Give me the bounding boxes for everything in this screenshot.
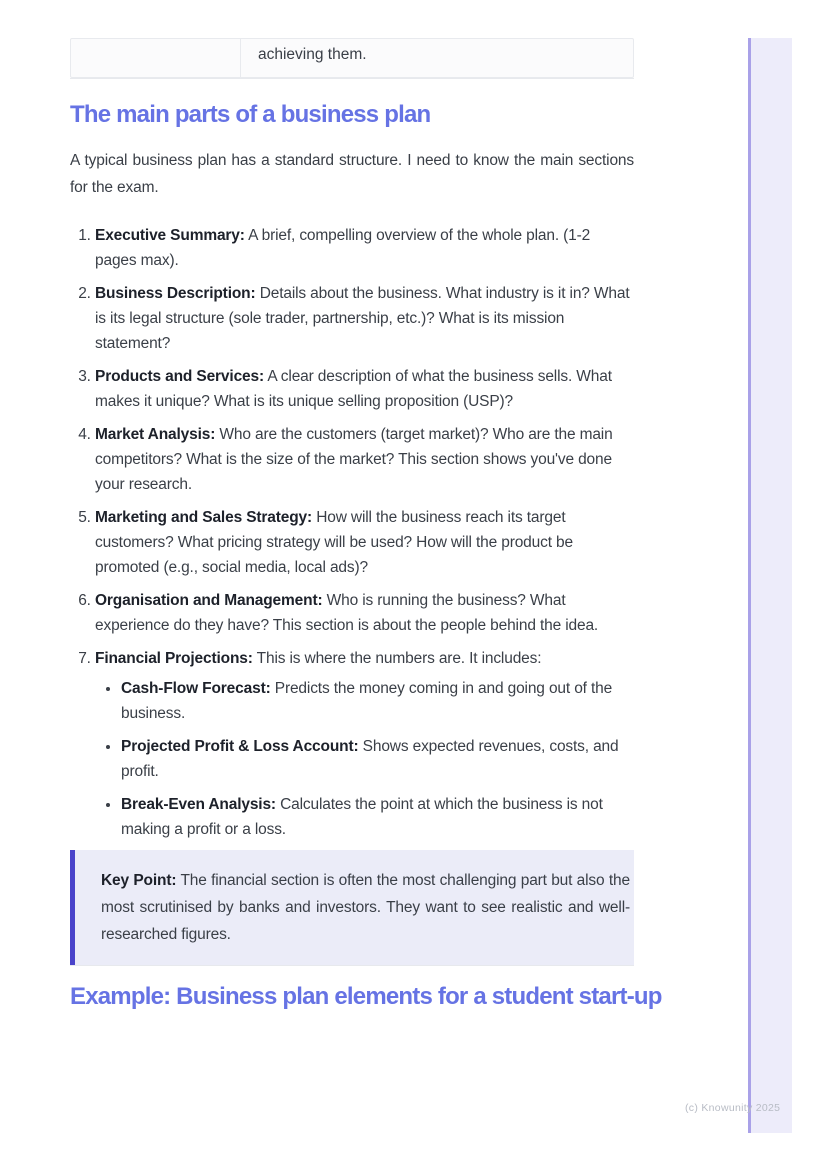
list-item-executive-summary <box>95 223 634 273</box>
sub-list-item-break-even <box>121 792 634 842</box>
list-item-marketing-sales <box>95 505 634 580</box>
list-item-label: Marketing and Sales Strategy: <box>95 509 313 526</box>
section-heading-example: Example: Business plan elements for a student start-up <box>70 983 662 1010</box>
copyright-notice: (c) Knowunity 2025 <box>685 1102 781 1114</box>
key-point-callout <box>70 850 634 965</box>
list-item-text: How will the business reach its target customers? What pricing strategy will be used? How will the product be promoted (e.g., social media, local ads)? <box>95 509 573 576</box>
list-item-label: Market Analysis: <box>95 426 216 443</box>
list-item-market-analysis <box>95 422 634 497</box>
list-item-business-description <box>95 281 634 356</box>
list-item-label: Executive Summary: <box>95 227 245 244</box>
list-item-text: Details about the business. What industry is it in? What is its legal structure (sole trader, partnership, etc.)? What is its mission statement? <box>95 285 630 352</box>
list-item-products-services <box>95 364 634 414</box>
table-cell-text: achieving them. <box>258 46 367 63</box>
list-item-text: Who is running the business? What experience do they have? This section is about the people behind the idea. <box>95 592 599 634</box>
section-divider <box>70 78 634 79</box>
list-item-organisation-management <box>95 588 634 638</box>
list-item-financial-projections <box>95 646 634 842</box>
list-item-text: This is where the numbers are. It includes: <box>256 650 542 667</box>
sub-list-item-cash-flow <box>121 676 634 726</box>
sub-list-item-label: Projected Profit & Loss Account: <box>121 738 359 755</box>
sub-list-item-text: Predicts the money coming in and going out of the business. <box>121 680 613 722</box>
list-item-label: Organisation and Management: <box>95 592 323 609</box>
list-item-text: A clear description of what the business sells. What makes it unique? What is its unique selling proposition (USP)? <box>95 368 612 410</box>
page-margin-strip <box>748 38 792 1133</box>
list-item-text: Who are the customers (target market)? Who are the main competitors? What is the size of the market? This section shows you've done your research. <box>95 426 613 493</box>
list-item-text: A brief, compelling overview of the whole plan. (1-2 pages max). <box>95 227 591 269</box>
callout-label: Key Point: <box>101 872 177 889</box>
sub-list-item-label: Break-Even Analysis: <box>121 796 276 813</box>
list-item-label: Financial Projections: <box>95 650 253 667</box>
section-divider <box>70 965 634 966</box>
table-cell-empty <box>71 39 241 77</box>
sub-list-item-text: Shows expected revenues, costs, and profit. <box>121 738 619 780</box>
intro-paragraph: A typical business plan has a standard structure. I need to know the main sections for the exam. <box>70 152 634 196</box>
sub-list-item-profit-loss <box>121 734 634 784</box>
business-plan-list <box>70 223 634 842</box>
list-item-label: Products and Services: <box>95 368 264 385</box>
sub-list-item-label: Cash-Flow Forecast: <box>121 680 271 697</box>
content-column <box>70 0 662 1012</box>
callout-text: The financial section is often the most challenging part but also the most scrutinised by banks and investors. They want to see realistic and well-researched figures. <box>101 872 630 943</box>
sub-list-item-text: Calculates the point at which the business is not making a profit or a loss. <box>121 796 603 838</box>
continuation-table <box>70 38 634 78</box>
section-heading-main-parts: The main parts of a business plan <box>70 101 431 128</box>
financial-sublist <box>95 676 634 842</box>
list-item-label: Business Description: <box>95 285 256 302</box>
